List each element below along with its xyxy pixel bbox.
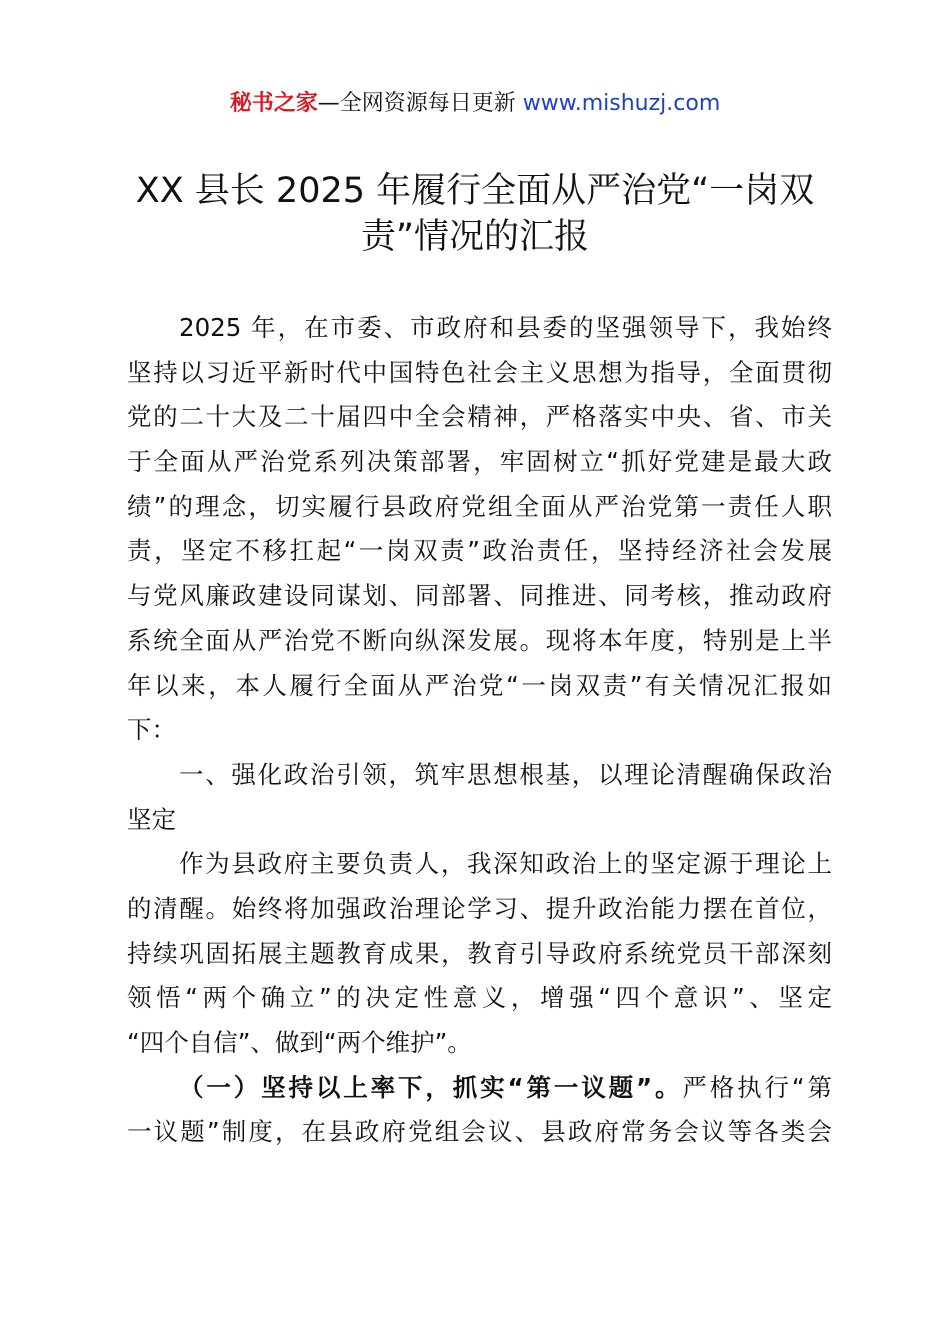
section-heading-1 [127, 753, 832, 842]
text-line: 系统全面从严治党不断向纵深发展。现将本年度，特别是上半 [127, 625, 832, 655]
section-1-paragraph [127, 842, 832, 1065]
heading-line: 坚定 [127, 804, 176, 834]
document-body [127, 306, 832, 1155]
subsection-heading: （一）坚持以上率下，抓实“第一议题”。 [179, 1072, 683, 1102]
site-banner [0, 88, 950, 120]
text-line: 持续巩固拓展主题教育成果，教育引导政府系统党员干部深刻 [127, 938, 832, 968]
text-line: 的清醒。始终将加强政治理论学习、提升政治能力摆在首位， [127, 893, 832, 923]
text-line: 2025 年，在市委、市政府和县委的坚强领导下，我始终 [179, 313, 832, 342]
text-line: 坚持以习近平新时代中国特色社会主义思想为指导，全面贯彻 [127, 357, 832, 387]
intro-paragraph [127, 306, 832, 753]
text-line: 于全面从严治党系列决策部署，牢固树立“抓好党建是最大政 [127, 447, 832, 477]
text-line: 年以来，本人履行全面从严治党“一岗双责”有关情况汇报如 [127, 670, 832, 700]
subsection-paragraph [127, 1066, 832, 1155]
text-line [127, 1066, 832, 1111]
text-line: 领悟“两个确立”的决定性意义，增强“四个意识”、坚定 [127, 983, 832, 1013]
text-line: 绩”的理念，切实履行县政府党组全面从严治党第一责任人职 [127, 491, 832, 521]
document-title [100, 168, 850, 260]
subsection-text: 严格执行“第 [682, 1072, 832, 1102]
text-line: 作为县政府主要负责人，我深知政治上的坚定源于理论上 [179, 849, 832, 879]
title-line-2: 责”情况的汇报 [360, 217, 590, 257]
text-line: 党的二十大及二十届四中全会精神，严格落实中央、省、市关 [127, 402, 832, 432]
brand-name: 秘书之家 [229, 91, 318, 116]
heading-line: 一、强化政治引领，筑牢思想根基，以理论清醒确保政治 [179, 759, 832, 789]
text-line: “四个自信”、做到“两个维护”。 [127, 1028, 472, 1057]
text-line: 下： [127, 715, 176, 745]
site-url-link[interactable]: www.mishuzj.com [522, 91, 721, 116]
title-line-1: XX 县长 2025 年履行全面从严治党“一岗双 [135, 171, 815, 211]
banner-tagline: —全网资源每日更新 [317, 91, 523, 116]
text-line: 一议题”制度，在县政府党组会议、县政府常务会议等各类会 [127, 1117, 832, 1147]
text-line: 责，坚定不移扛起“一岗双责”政治责任，坚持经济社会发展 [127, 536, 832, 566]
text-line: 与党风廉政建设同谋划、同部署、同推进、同考核，推动政府 [127, 581, 832, 611]
